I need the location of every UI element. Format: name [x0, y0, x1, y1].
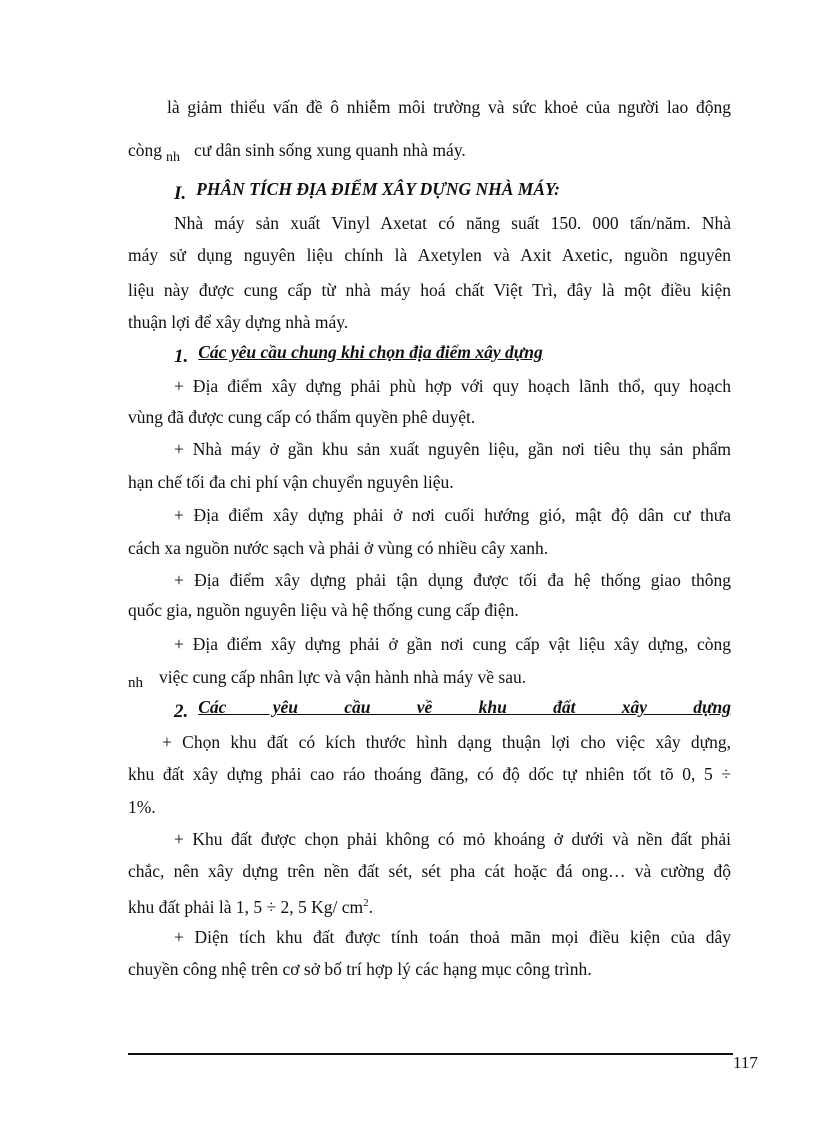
paragraph-line: + Địa điểm xây dựng phải tận dụng được tối đa hệ thống giao thông: [174, 570, 731, 590]
heading-number: I.: [174, 183, 187, 204]
paragraph-line: chuyền công nhệ trên cơ sở bố trí hợp lý các hạng mục công trình.: [128, 959, 592, 979]
paragraph-line: 1%.: [128, 797, 156, 817]
text: cư dân sinh sống xung quanh nhà máy.: [194, 140, 466, 160]
paragraph-line: + Diện tích khu đất được tính toán thoả mãn mọi điều kiện của dây: [174, 927, 731, 947]
paragraph-line: [128, 666, 526, 690]
text: .: [368, 896, 373, 917]
paragraph-line: hạn chế tối đa chi phí vận chuyển nguyên liệu.: [128, 472, 454, 492]
paragraph-line: quốc gia, nguồn nguyên liệu và hệ thống cung cấp điện.: [128, 600, 519, 620]
heading-number: 1.: [174, 346, 189, 367]
paragraph-line: + Địa điểm xây dựng phải phù hợp với quy hoạch lãnh thổ, quy hoạch: [174, 376, 731, 396]
paragraph-line: + Nhà máy ở gần khu sản xuất nguyên liệu, gần nơi tiêu thụ sản phẩm: [174, 439, 731, 459]
superscript: 2: [363, 897, 369, 909]
paragraph-line: + Khu đất được chọn phải không có mỏ khoáng ở dưới và nền đất phải: [174, 829, 731, 849]
paragraph-line: máy sử dụng nguyên liệu chính là Axetylen và Axit Axetic, nguồn nguyên: [128, 245, 731, 265]
paragraph-line: + Chọn khu đất có kích thước hình dạng thuận lợi cho việc xây dựng,: [162, 732, 731, 752]
paragraph-line: [128, 139, 466, 164]
paragraph-line: liệu này được cung cấp từ nhà máy hoá chất Việt Trì, đây là một điều kiện: [128, 280, 731, 300]
paragraph-line: khu đất xây dựng phải cao ráo thoáng đãng, có độ dốc tự nhiên tốt tõ 0, 5 ÷: [128, 764, 731, 784]
text: việc cung cấp nhân lực và vận hành nhà máy về sau.: [159, 667, 527, 687]
paragraph-line: chắc, nên xây dựng trên nền đất sét, sét pha cát hoặc đá ong… và cường độ: [128, 861, 731, 881]
subsection-heading: [174, 696, 731, 722]
paragraph-line: thuận lợi để xây dựng nhà máy.: [128, 312, 349, 332]
heading-text: Các yêu cầu về khu đất xây dựng: [198, 697, 731, 717]
paragraph-line: + Địa điểm xây dựng phải ở gần nơi cung cấp vật liệu xây dựng, còng: [174, 634, 731, 654]
text: còng: [128, 140, 163, 160]
heading-text: PHÂN TÍCH ĐỊA ĐIỂM XÂY DỰNG NHÀ MÁY:: [196, 179, 560, 199]
section-heading: [174, 178, 560, 204]
text: nh: [128, 675, 143, 691]
heading-number: 2.: [174, 701, 189, 722]
paragraph-line: vùng đã được cung cấp có thẩm quyền phê duyệt.: [128, 407, 476, 427]
subsection-heading: [174, 341, 543, 367]
paragraph-line: + Địa điểm xây dựng phải ở nơi cuối hướng gió, mật độ dân cư thưa: [174, 505, 731, 525]
paragraph-line: cách xa nguồn nước sạch và phải ở vùng có nhiều cây xanh.: [128, 538, 549, 558]
paragraph-line: Nhà máy sản xuất Vinyl Axetat có năng suất 150. 000 tấn/năm. Nhà: [174, 213, 731, 233]
paragraph-line: [128, 892, 373, 918]
paragraph-line: là giảm thiểu vấn đề ô nhiễm môi trường và sức khoẻ của người lao động: [167, 97, 731, 117]
text: nh: [166, 150, 181, 165]
page-number: 117: [733, 1053, 758, 1072]
heading-text: Các yêu cầu chung khi chọn địa điểm xây dựng: [198, 342, 543, 362]
footer-rule: [128, 1053, 733, 1055]
text: khu đất phải là 1, 5 ÷ 2, 5 Kg/ cm: [128, 896, 364, 917]
